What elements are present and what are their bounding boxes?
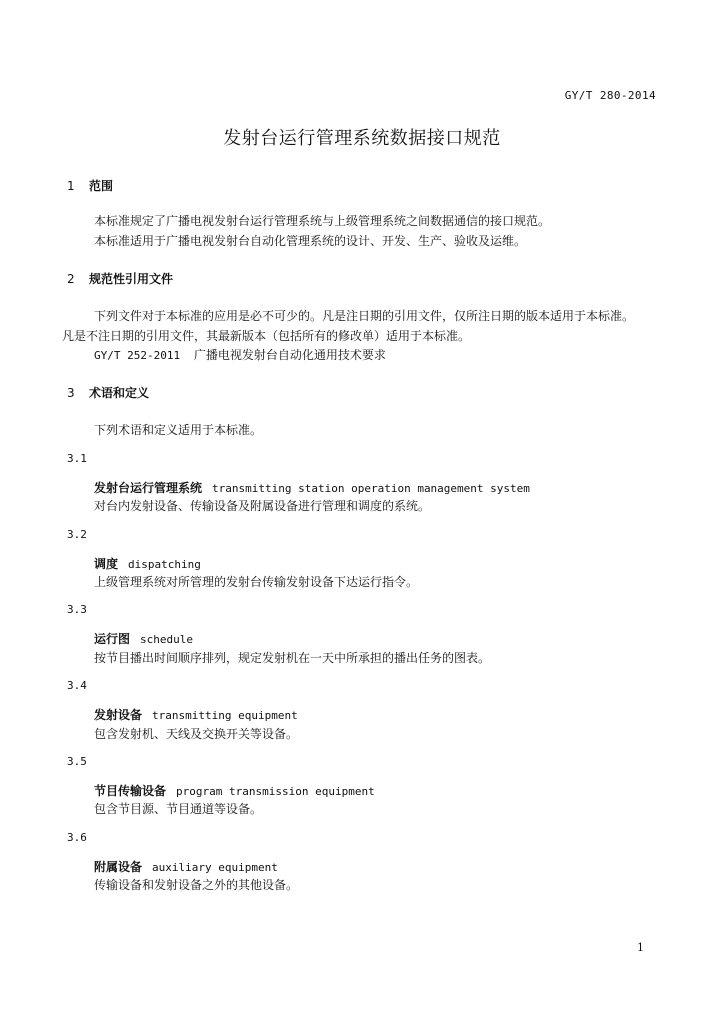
term-definition: 对台内发射设备、传输设备及附属设备进行管理和调度的系统。 (94, 499, 431, 513)
section-3-intro: 下列术语和定义适用于本标准。 (94, 423, 263, 437)
standard-code: GY/T 280-2014 (564, 89, 656, 102)
section-number: 2 (67, 272, 75, 286)
term-chinese: 调度 (94, 557, 119, 571)
document-title: 发射台运行管理系统数据接口规范 (223, 128, 501, 149)
section-2-heading (67, 270, 173, 287)
term-definition: 包含节目源、节目通道等设备。 (94, 802, 263, 816)
section-2-paragraph-line-1: 下列文件对于本标准的应用是必不可少的。凡是注日期的引用文件，仅所注日期的版本适用于本标准。 (94, 309, 635, 323)
section-3-heading (67, 384, 149, 401)
term-english: transmitting station operation management system (212, 482, 530, 495)
term-english: schedule (140, 633, 193, 646)
page-number: 1 (637, 941, 644, 954)
term-chinese: 运行图 (94, 632, 131, 646)
section-title: 术语和定义 (89, 386, 150, 400)
section-title: 规范性引用文件 (89, 272, 174, 286)
term-number: 3.2 (67, 528, 87, 541)
section-2-paragraph-line-2: 凡是不注日期的引用文件，其最新版本（包括所有的修改单）适用于本标准。 (62, 329, 471, 343)
term-english: dispatching (128, 558, 201, 571)
term-heading (94, 858, 278, 875)
normative-reference (94, 346, 386, 363)
section-number: 3 (67, 386, 75, 400)
term-english: transmitting equipment (152, 709, 298, 722)
term-chinese: 节目传输设备 (94, 784, 167, 798)
term-heading (94, 555, 201, 572)
term-number: 3.3 (67, 603, 87, 616)
term-number: 3.5 (67, 755, 87, 768)
term-number: 3.1 (67, 452, 87, 465)
section-1-paragraph-2: 本标准适用于广播电视发射台自动化管理系统的设计、开发、生产、验收及运维。 (94, 234, 527, 248)
term-number: 3.4 (67, 679, 87, 692)
term-definition: 按节目播出时间顺序排列，规定发射机在一天中所承担的播出任务的图表。 (94, 651, 491, 665)
reference-title: 广播电视发射台自动化通用技术要求 (193, 348, 386, 362)
term-heading (94, 706, 298, 723)
term-chinese: 发射台运行管理系统 (94, 481, 203, 495)
term-chinese: 附属设备 (94, 860, 143, 874)
section-1-heading (67, 177, 113, 194)
term-heading (94, 479, 530, 496)
term-definition: 包含发射机、天线及交换开关等设备。 (94, 727, 299, 741)
term-heading (94, 630, 193, 647)
term-number: 3.6 (67, 831, 87, 844)
term-definition: 上级管理系统对所管理的发射台传输发射设备下达运行指令。 (94, 575, 419, 589)
section-number: 1 (67, 179, 75, 193)
term-english: auxiliary equipment (152, 861, 278, 874)
term-english: program transmission equipment (176, 785, 375, 798)
term-heading (94, 782, 375, 799)
reference-code: GY/T 252-2011 (94, 349, 181, 362)
section-title: 范围 (89, 179, 114, 193)
term-chinese: 发射设备 (94, 708, 143, 722)
section-1-paragraph-1: 本标准规定了广播电视发射台运行管理系统与上级管理系统之间数据通信的接口规范。 (94, 214, 551, 228)
term-definition: 传输设备和发射设备之外的其他设备。 (94, 878, 299, 892)
